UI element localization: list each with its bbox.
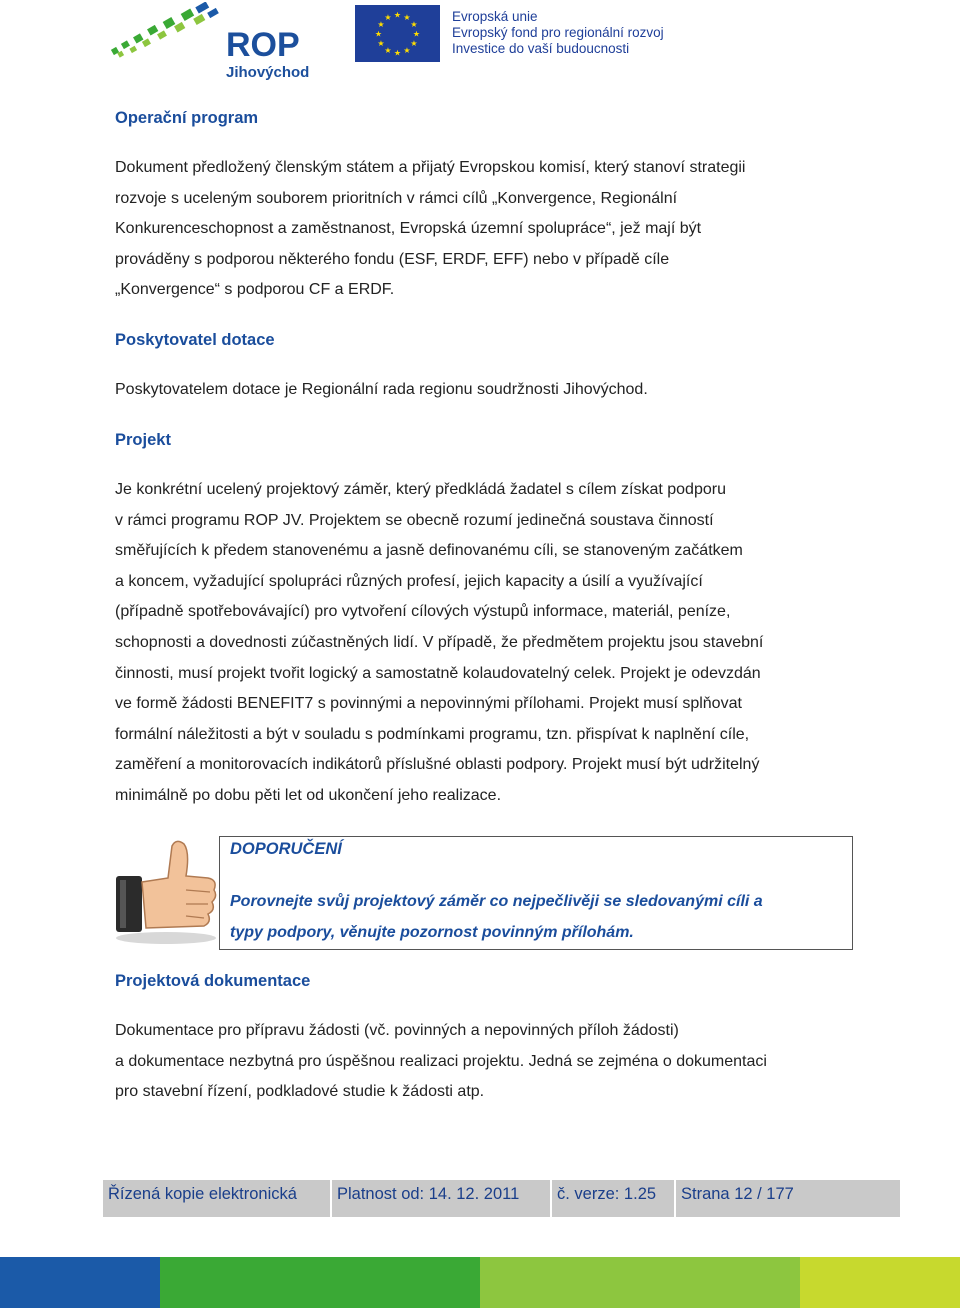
text-line: schopnosti a dovednosti zúčastněných lidí. V případě, že předmětem projektu jsou stavební: [115, 633, 764, 651]
band-segment-blue: [0, 1257, 160, 1308]
text-line: typy podpory, věnujte pozornost povinným přílohám.: [230, 923, 634, 941]
text-line: Poskytovatelem dotace je Regionální rada regionu soudržnosti Jihovýchod.: [115, 381, 648, 398]
eu-star-icon: ★: [410, 20, 418, 29]
eu-star-icon: ★: [377, 20, 385, 29]
footer-copy-label: Řízená kopie elektronická: [103, 1180, 332, 1217]
eu-star-icon: ★: [384, 46, 392, 55]
eu-star-icon: ★: [412, 29, 421, 39]
footer-valid-from: Platnost od: 14. 12. 2011: [332, 1180, 552, 1217]
eu-logo-line: Investice do vaší budoucnosti: [452, 41, 630, 56]
text-line: činnosti, musí projekt tvořit logický a samostatně kolaudovatelný celek. Projekt je odevzdán: [115, 664, 761, 682]
text-line: Je konkrétní ucelený projektový záměr, který předkládá žadatel s cílem získat podporu: [115, 481, 726, 498]
text-line: prováděny s podporou některého fondu (ESF, ERDF, EFF) nebo v případě cíle: [115, 250, 670, 268]
eu-flag-icon: [355, 5, 440, 62]
rop-logo-title: ROP: [226, 26, 300, 64]
section-heading-poskytovatel: Poskytovatel dotace: [115, 331, 275, 349]
eu-star-icon: ★: [403, 46, 411, 55]
text-line: Dokument předložený členským státem a přijatý Evropskou komisí, který stanoví strategii: [115, 159, 746, 176]
footer-version: č. verze: 1.25: [552, 1180, 676, 1217]
eu-star-icon: ★: [403, 13, 411, 22]
eu-logo-line: Evropský fond pro regionální rozvoj: [452, 25, 664, 40]
eu-logo-line: Evropská unie: [452, 9, 538, 24]
text-line: Porovnejte svůj projektový záměr co nejpečlivěji se sledovanými cíli a: [230, 893, 763, 910]
eu-logo-text: [452, 9, 664, 57]
footer-color-band: [0, 1257, 960, 1308]
eu-star-icon: ★: [374, 29, 383, 39]
section-heading-projektova-dokumentace: Projektová dokumentace: [115, 972, 311, 990]
paragraph-projekt: [115, 475, 763, 812]
section-heading-projekt: Projekt: [115, 431, 171, 449]
rop-jihovychod-logo: [108, 2, 318, 84]
section-heading-operacni-program: Operační program: [115, 109, 259, 127]
paragraph-projektova-dokumentace: [115, 1016, 767, 1108]
band-segment-light-green: [480, 1257, 800, 1308]
thumbs-up-icon: [112, 838, 220, 948]
footer-page-number: Strana 12 / 177: [681, 1185, 794, 1203]
text-line: směřujících k předem stanovenému a jasně definovanému cíli, se stanoveným začátkem: [115, 542, 743, 560]
rop-logo-mark-icon: [108, 2, 228, 62]
band-segment-lime: [800, 1257, 960, 1308]
footer-table: [103, 1180, 900, 1217]
paragraph-poskytovatel: [115, 375, 648, 406]
eu-star-icon: ★: [393, 48, 402, 58]
text-line: „Konvergence“ s podporou CF a ERDF.: [115, 281, 395, 299]
rop-logo-subtitle: Jihovýchod: [226, 64, 310, 81]
text-line: Konkurenceschopnost a zaměstnanost, Evropská územní spolupráce“, jež mají být: [115, 220, 702, 238]
text-line: zaměření a monitorovacích indikátorů příslušné oblasti podpory. Projekt musí být udržitelný: [115, 756, 760, 774]
text-line: Dokumentace pro přípravu žádosti (vč. povinných a nepovinných příloh žádosti): [115, 1022, 679, 1039]
eu-star-icon: ★: [377, 39, 385, 48]
text-line: (případně spotřebovávající) pro vytvoření cílových výstupů informace, materiál, peníze,: [115, 603, 731, 621]
text-line: v rámci programu ROP JV. Projektem se obecně rozumí jedinečná soustava činností: [115, 511, 714, 529]
eu-star-icon: ★: [410, 39, 418, 48]
text-line: a koncem, vyžadující spolupráci různých profesí, jejich kapacity a úsilí a využívající: [115, 572, 703, 590]
recommendation-text: [230, 887, 763, 948]
text-line: ve formě žádosti BENEFIT7 s povinnými a nepovinnými přílohami. Projekt musí splňovat: [115, 695, 742, 713]
text-line: formální náležitosti a být v souladu s podmínkami programu, tzn. přispívat k naplnění cíle,: [115, 725, 750, 743]
text-line: a dokumentace nezbytná pro úspěšnou realizaci projektu. Jedná se zejména o dokumentaci: [115, 1052, 767, 1070]
text-line: pro stavební řízení, podkladové studie k žádosti atp.: [115, 1083, 485, 1101]
recommendation-box: [219, 836, 853, 950]
eu-star-icon: ★: [384, 13, 392, 22]
text-line: minimálně po dobu pěti let od ukončení jeho realizace.: [115, 786, 502, 804]
paragraph-operacni-program: [115, 153, 745, 306]
band-segment-green: [160, 1257, 480, 1308]
eu-star-icon: ★: [393, 10, 402, 20]
text-line: rozvoje s uceleným souborem prioritních v rámci cílů „Konvergence, Regionální: [115, 189, 678, 207]
recommendation-title: DOPORUČENÍ: [230, 840, 342, 858]
